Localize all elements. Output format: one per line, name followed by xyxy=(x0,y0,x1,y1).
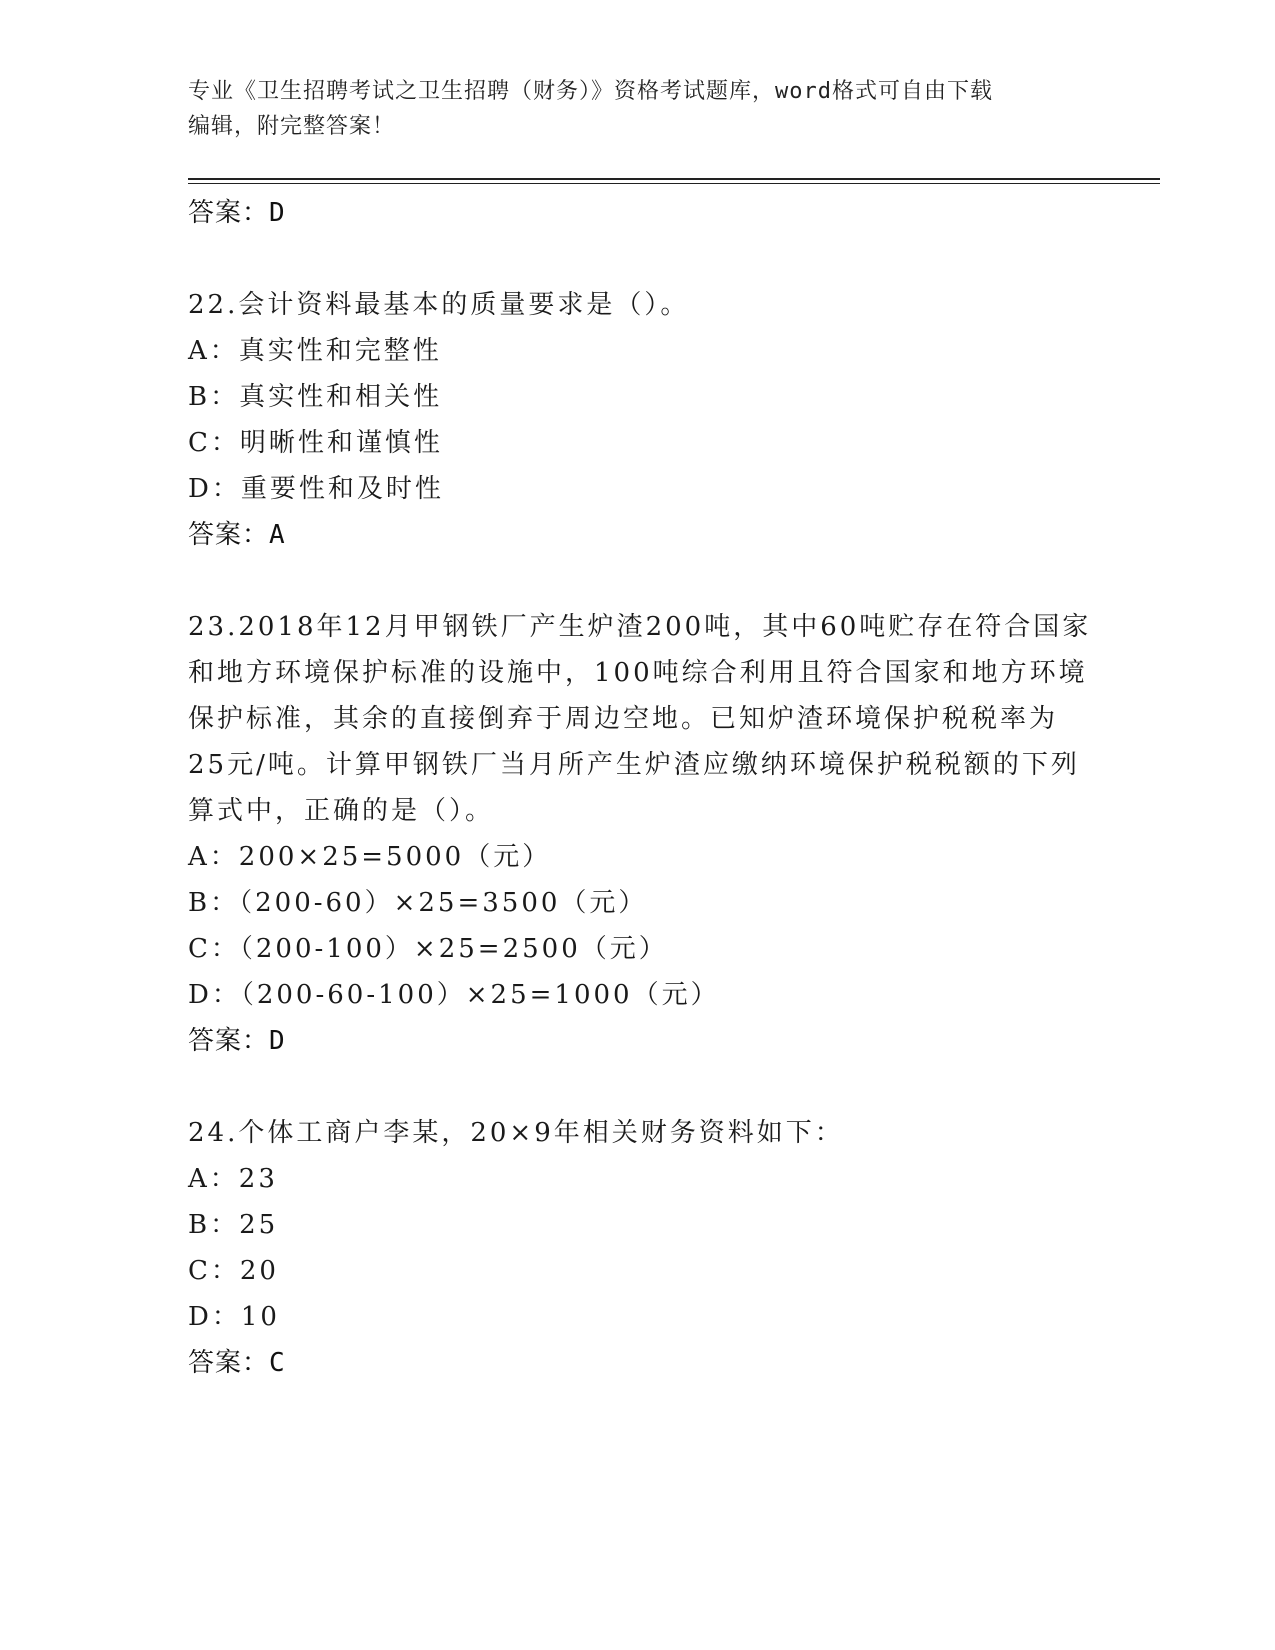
option-c: C：（200-100）×25=2500（元） xyxy=(188,934,668,964)
question-22 xyxy=(188,282,1088,558)
option-b: B：真实性和相关性 xyxy=(188,382,443,412)
header-line-1: 专业《卫生招聘考试之卫生招聘（财务）》资格考试题库，word格式可自由下载 xyxy=(188,79,993,104)
answer-line: 答案：D xyxy=(188,1026,286,1056)
question-text: 算式中，正确的是（）。 xyxy=(188,796,495,826)
question-text: 24.个体工商户李某，20×9年相关财务资料如下： xyxy=(188,1118,844,1148)
option-b: B：（200-60）×25=3500（元） xyxy=(188,888,648,918)
option-a: A：200×25=5000（元） xyxy=(188,842,552,872)
question-text: 22.会计资料最基本的质量要求是（）。 xyxy=(188,290,690,320)
header-line-2: 编辑，附完整答案！ xyxy=(188,114,396,139)
document-header xyxy=(188,74,1088,144)
question-23 xyxy=(188,604,1092,1064)
question-text: 25元/吨。计算甲钢铁厂当月所产生炉渣应缴纳环境保护税税额的下列 xyxy=(188,750,1080,780)
question-24 xyxy=(188,1110,1088,1386)
answer-line: 答案：C xyxy=(188,1348,286,1378)
option-b: B：25 xyxy=(188,1210,279,1240)
option-c: C：明晰性和谨慎性 xyxy=(188,428,443,458)
header-divider xyxy=(188,178,1160,180)
question-content xyxy=(188,190,1092,1386)
option-c: C：20 xyxy=(188,1256,279,1286)
answer-line: 答案：D xyxy=(188,198,286,228)
option-a: A：真实性和完整性 xyxy=(188,336,442,366)
question-text: 23.2018年12月甲钢铁厂产生炉渣200吨，其中60吨贮存在符合国家 xyxy=(188,612,1092,642)
option-d: D：（200-60-100）×25=1000（元） xyxy=(188,980,720,1010)
header-divider-thin xyxy=(188,183,1160,184)
question-text: 保护标准，其余的直接倒弃于周边空地。已知炉渣环境保护税税率为 xyxy=(188,704,1059,734)
option-a: A：23 xyxy=(188,1164,278,1194)
option-d: D：重要性和及时性 xyxy=(188,474,444,504)
option-d: D：10 xyxy=(188,1302,280,1332)
question-text: 和地方环境保护标准的设施中，100吨综合利用且符合国家和地方环境 xyxy=(188,658,1088,688)
answer-line: 答案：A xyxy=(188,520,286,550)
